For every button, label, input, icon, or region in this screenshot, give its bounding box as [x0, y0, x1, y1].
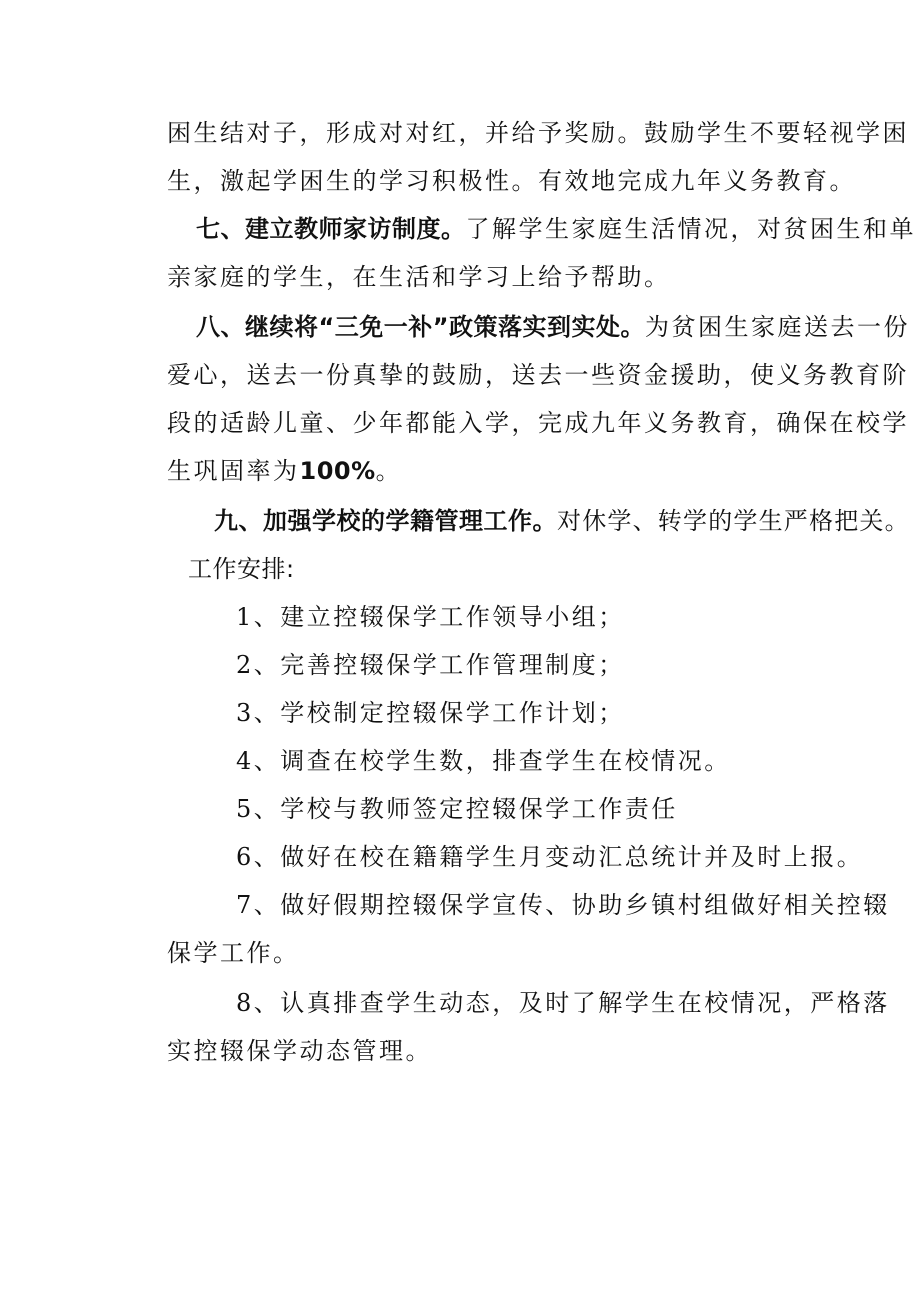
arrangement-item-8-line-1: 8、认真排查学生动态，及时了解学生在校情况，严格落: [236, 989, 890, 1017]
retention-rate-value: 100%: [299, 457, 376, 485]
section-heading-eight: 八、继续将“三免一补”政策落实到实处。: [196, 313, 646, 341]
paragraph-2-line-1: [196, 214, 916, 244]
paragraph-3-line-2: 爱心，送去一份真挚的鼓励，送去一些资金援助，使义务教育阶: [167, 361, 909, 389]
arrangement-item-4: 4、调查在校学生数，排查学生在校情况。: [236, 747, 731, 775]
arrangement-item-3: 3、学校制定控辍保学工作计划；: [236, 699, 625, 727]
paragraph-3-line-1-text: 为贫困生家庭送去一份: [645, 313, 911, 341]
paragraph-2-line-2: 亲家庭的学生，在生活和学习上给予帮助。: [167, 263, 671, 291]
arrangement-item-5: 5、学校与教师签定控辍保学工作责任: [236, 795, 678, 823]
paragraph-3-line-3: 段的适龄儿童、少年都能入学，完成九年义务教育，确保在校学: [167, 409, 909, 437]
paragraph-4-line-1-text: 对休学、转学的学生严格把关。: [557, 507, 910, 535]
arrangement-item-7-line-1: 7、做好假期控辍保学宣传、协助乡镇村组做好相关控辍: [236, 891, 890, 919]
arrangement-item-7-line-2: 保学工作。: [167, 939, 300, 967]
arrangement-item-6: 6、做好在校在籍籍学生月变动汇总统计并及时上报。: [236, 843, 864, 871]
paragraph-1-line-1: 困生结对子，形成对对红，并给予奖励。鼓励学生不要轻视学困: [167, 119, 909, 147]
paragraph-3-line-4: [167, 456, 402, 486]
arrangement-item-8-line-2: 实控辍保学动态管理。: [167, 1037, 432, 1065]
paragraph-3-line-1: [196, 312, 910, 342]
work-arrangement-title: 工作安排:: [188, 555, 295, 583]
paragraph-1-line-2: 生，激起学困生的学习积极性。有效地完成九年义务教育。: [167, 167, 856, 195]
paragraph-4-line-1: [214, 506, 910, 536]
paragraph-3-line-4-text: 生巩固率为: [167, 457, 300, 485]
arrangement-item-1: 1、建立控辍保学工作领导小组；: [236, 603, 625, 631]
section-heading-seven: 七、建立教师家访制度。: [196, 215, 466, 243]
section-heading-nine: 九、加强学校的学籍管理工作。: [214, 507, 557, 535]
arrangement-item-2: 2、完善控辍保学工作管理制度；: [236, 651, 625, 679]
paragraph-2-line-1-text: 了解学生家庭生活情况，对贫困生和单: [465, 215, 916, 243]
paragraph-3-line-4-end: 。: [375, 457, 403, 485]
